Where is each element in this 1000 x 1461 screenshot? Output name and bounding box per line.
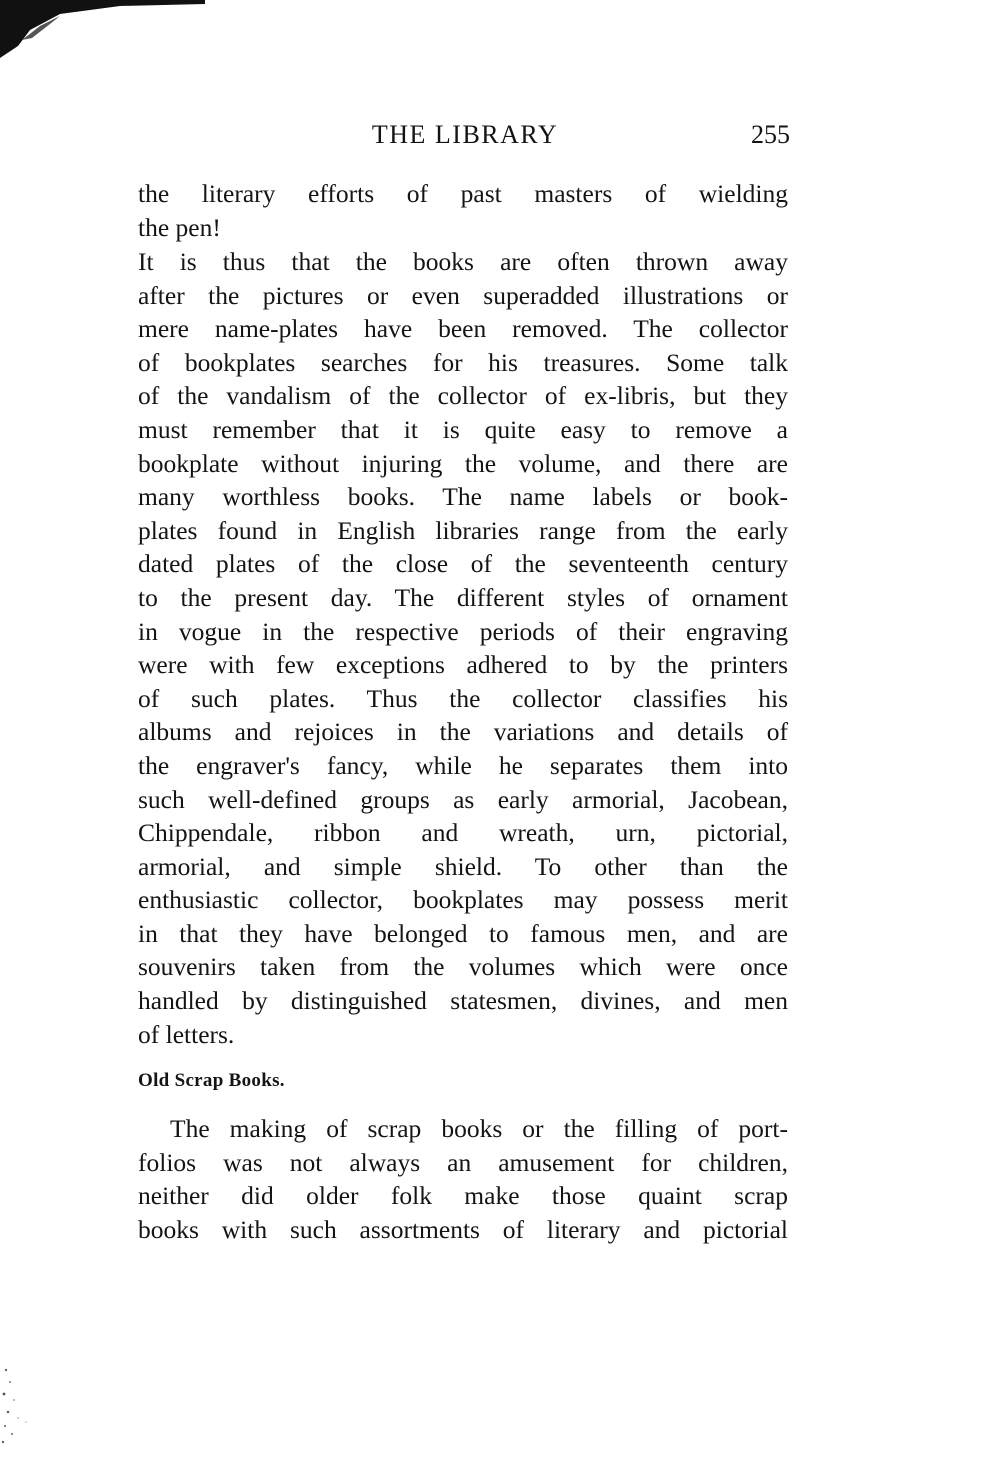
text-line: dated plates of the close of the seventeenth century bbox=[138, 549, 788, 579]
text-line: armorial, and simple shield. To other than the bbox=[138, 851, 788, 881]
paragraph-bookplates bbox=[138, 245, 788, 1051]
scan-specks bbox=[0, 1360, 50, 1450]
scan-edge-mark bbox=[0, 0, 205, 60]
text-line: such well-defined groups as early armorial, Jacobean, bbox=[138, 784, 788, 814]
text-line: albums and rejoices in the variations and details of bbox=[138, 717, 788, 747]
text-line: the engraver's fancy, while he separates them into bbox=[138, 750, 788, 780]
text-line: many worthless books. The name labels or book- bbox=[138, 482, 788, 512]
text-line: of letters. bbox=[138, 1019, 235, 1049]
text-line: folios was not always an amusement for children, bbox=[138, 1147, 788, 1177]
text-line: mere name-plates have been removed. The collector bbox=[138, 314, 788, 344]
text-line: of the vandalism of the collector of ex-libris, but they bbox=[138, 381, 788, 411]
section-heading: Old Scrap Books. bbox=[138, 1070, 285, 1091]
text-line: were with few exceptions adhered to by the printers bbox=[138, 650, 788, 680]
text-line: to the present day. The different styles of ornament bbox=[138, 582, 788, 612]
paragraph-continuation bbox=[138, 177, 788, 244]
text-line: in vogue in the respective periods of their engraving bbox=[138, 616, 788, 646]
running-head: THE LIBRARY bbox=[371, 120, 559, 149]
text-line: books with such assortments of literary and pictorial bbox=[138, 1214, 788, 1244]
text-line: handled by distinguished statesmen, divines, and men bbox=[138, 986, 788, 1016]
page-number: 255 bbox=[751, 120, 790, 149]
text-line: Chippendale, ribbon and wreath, urn, pictorial, bbox=[138, 818, 788, 848]
text-line: the pen! bbox=[138, 212, 221, 242]
text-line: after the pictures or even superadded illustrations or bbox=[138, 280, 788, 310]
text-line: the literary efforts of past masters of wielding bbox=[138, 179, 788, 208]
text-line: of bookplates searches for his treasures. Some talk bbox=[138, 347, 788, 377]
text-line: in that they have belonged to famous men, and are bbox=[138, 918, 788, 948]
paragraph-scrap-books bbox=[138, 1112, 788, 1246]
text-line: enthusiastic collector, bookplates may possess merit bbox=[138, 885, 788, 915]
text-line: of such plates. Thus the collector classifies his bbox=[138, 683, 788, 713]
text-line: bookplate without injuring the volume, and there are bbox=[138, 448, 788, 478]
text-line: neither did older folk make those quaint scrap bbox=[138, 1181, 788, 1211]
text-line: must remember that it is quite easy to remove a bbox=[138, 414, 788, 444]
page-header bbox=[140, 118, 790, 152]
text-line: plates found in English libraries range from the early bbox=[138, 515, 788, 545]
text-line: It is thus that the books are often thrown away bbox=[138, 247, 788, 276]
text-line: souvenirs taken from the volumes which were once bbox=[138, 952, 788, 982]
text-line: The making of scrap books or the filling of port- bbox=[170, 1114, 788, 1143]
